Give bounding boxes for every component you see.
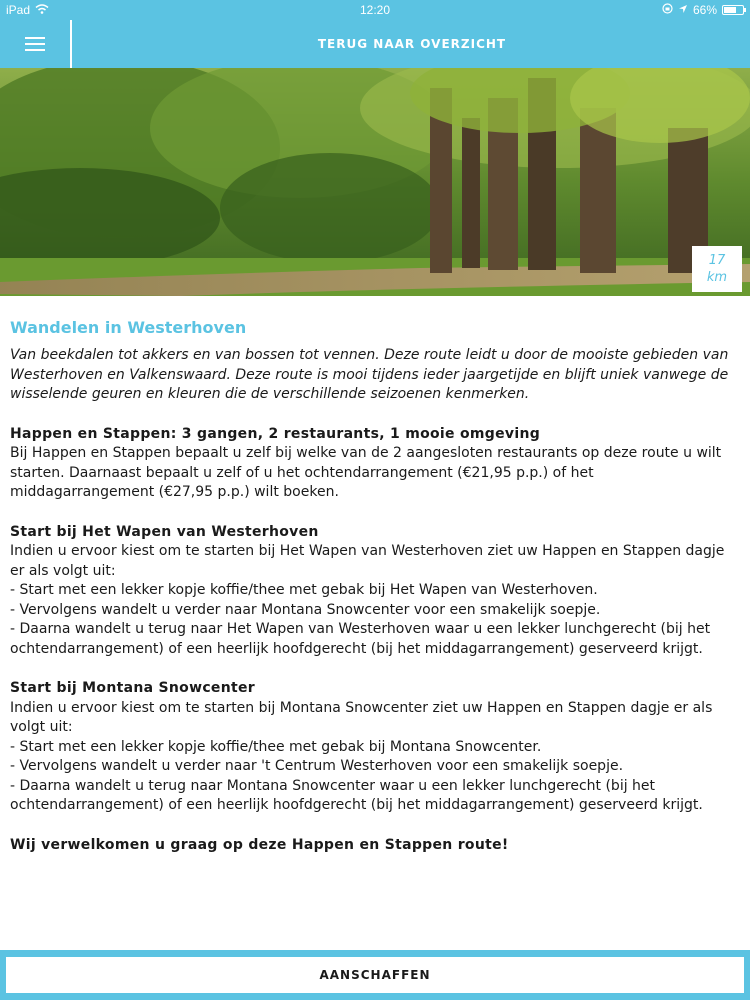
section-heading: Start bij Het Wapen van Westerhoven [10,523,319,540]
route-description [10,318,742,855]
bottom-bar [0,950,750,1000]
section-heading: Start bij Montana Snowcenter [10,680,255,696]
section-text: Indien u ervoor kiest om te starten bij Het Wapen van Westerhoven ziet uw Happen en Stappen dagje er als volgt uit: [10,543,725,579]
distance-badge [692,246,742,292]
status-time: 12:20 [359,3,391,17]
battery-percentage: 66% [692,3,717,17]
battery-fill [724,7,736,13]
intro-text: Van beekdalen tot akkers en van bossen tot vennen. Deze route leidt u door de mooiste gebieden van Westerhoven en Valkenswaard. Deze route is mooi tijdens ieder jaargetijde en blijft uniek vanwege de wisselende geuren en kleuren die de verschillende seizoenen kenmerken. [10,347,729,402]
list-item: - Vervolgens wandelt u verder naar Montana Snowcenter voor een smakelijk soepje. [10,601,601,618]
section-heading: Happen en Stappen: 3 gangen, 2 restaurants, 1 mooie omgeving [10,425,541,442]
location-icon [678,3,688,17]
navigation-bar [0,20,750,68]
hamburger-icon [25,37,45,51]
distance-unit: km [706,270,728,285]
section-text: Bij Happen en Stappen bepaalt u zelf bij welke van de 2 aangesloten restaurants op deze route u wilt starten. Daarnaast bepaalt u zelf of u het ochtendarrangement (€21,95 p.p.) of het middagarrangement (€27,95 p.p.) wilt boeken. [10,445,722,500]
orientation-lock-icon [662,3,673,17]
list-item: - Start met een lekker kopje koffie/thee met gebak bij Montana Snowcenter. [10,738,542,755]
menu-button[interactable] [0,20,72,68]
back-to-overview-link[interactable]: TERUG NAAR OVERZICHT [317,37,507,51]
closing-text: Wij verwelkomen u graag op deze Happen en Stappen route! [10,836,509,853]
status-bar [0,0,750,20]
forest-path-photo [0,68,750,296]
page-title: Wandelen in Westerhoven [10,318,247,337]
device-label: iPad [6,3,31,17]
distance-value: 17 [708,253,726,268]
list-item: - Start met een lekker kopje koffie/thee met gebak bij Het Wapen van Westerhoven. [10,582,598,598]
list-item: - Daarna wandelt u terug naar Montana Snowcenter waar u een lekker lunchgerecht (bij het ochtendarrangement) of een heerlijk hoofdgerecht (bij het middagarrangement) geserveerd krijgt. [10,777,703,813]
battery-icon [722,5,744,15]
list-item: - Vervolgens wandelt u verder naar 't Centrum Westerhoven voor een smakelijk soepje. [10,758,624,774]
section-text: Indien u ervoor kiest om te starten bij Montana Snowcenter ziet uw Happen en Stappen dagje er als volgt uit: [10,699,713,735]
hero-image [0,68,750,296]
buy-button[interactable]: AANSCHAFFEN [6,957,744,993]
list-item: - Daarna wandelt u terug naar Het Wapen van Westerhoven waar u een lekker lunchgerecht (bij het ochtendarrangement) of een heerlijk hoofdgerecht (bij het middagarrangement) geserveerd krijgt. [10,621,711,657]
